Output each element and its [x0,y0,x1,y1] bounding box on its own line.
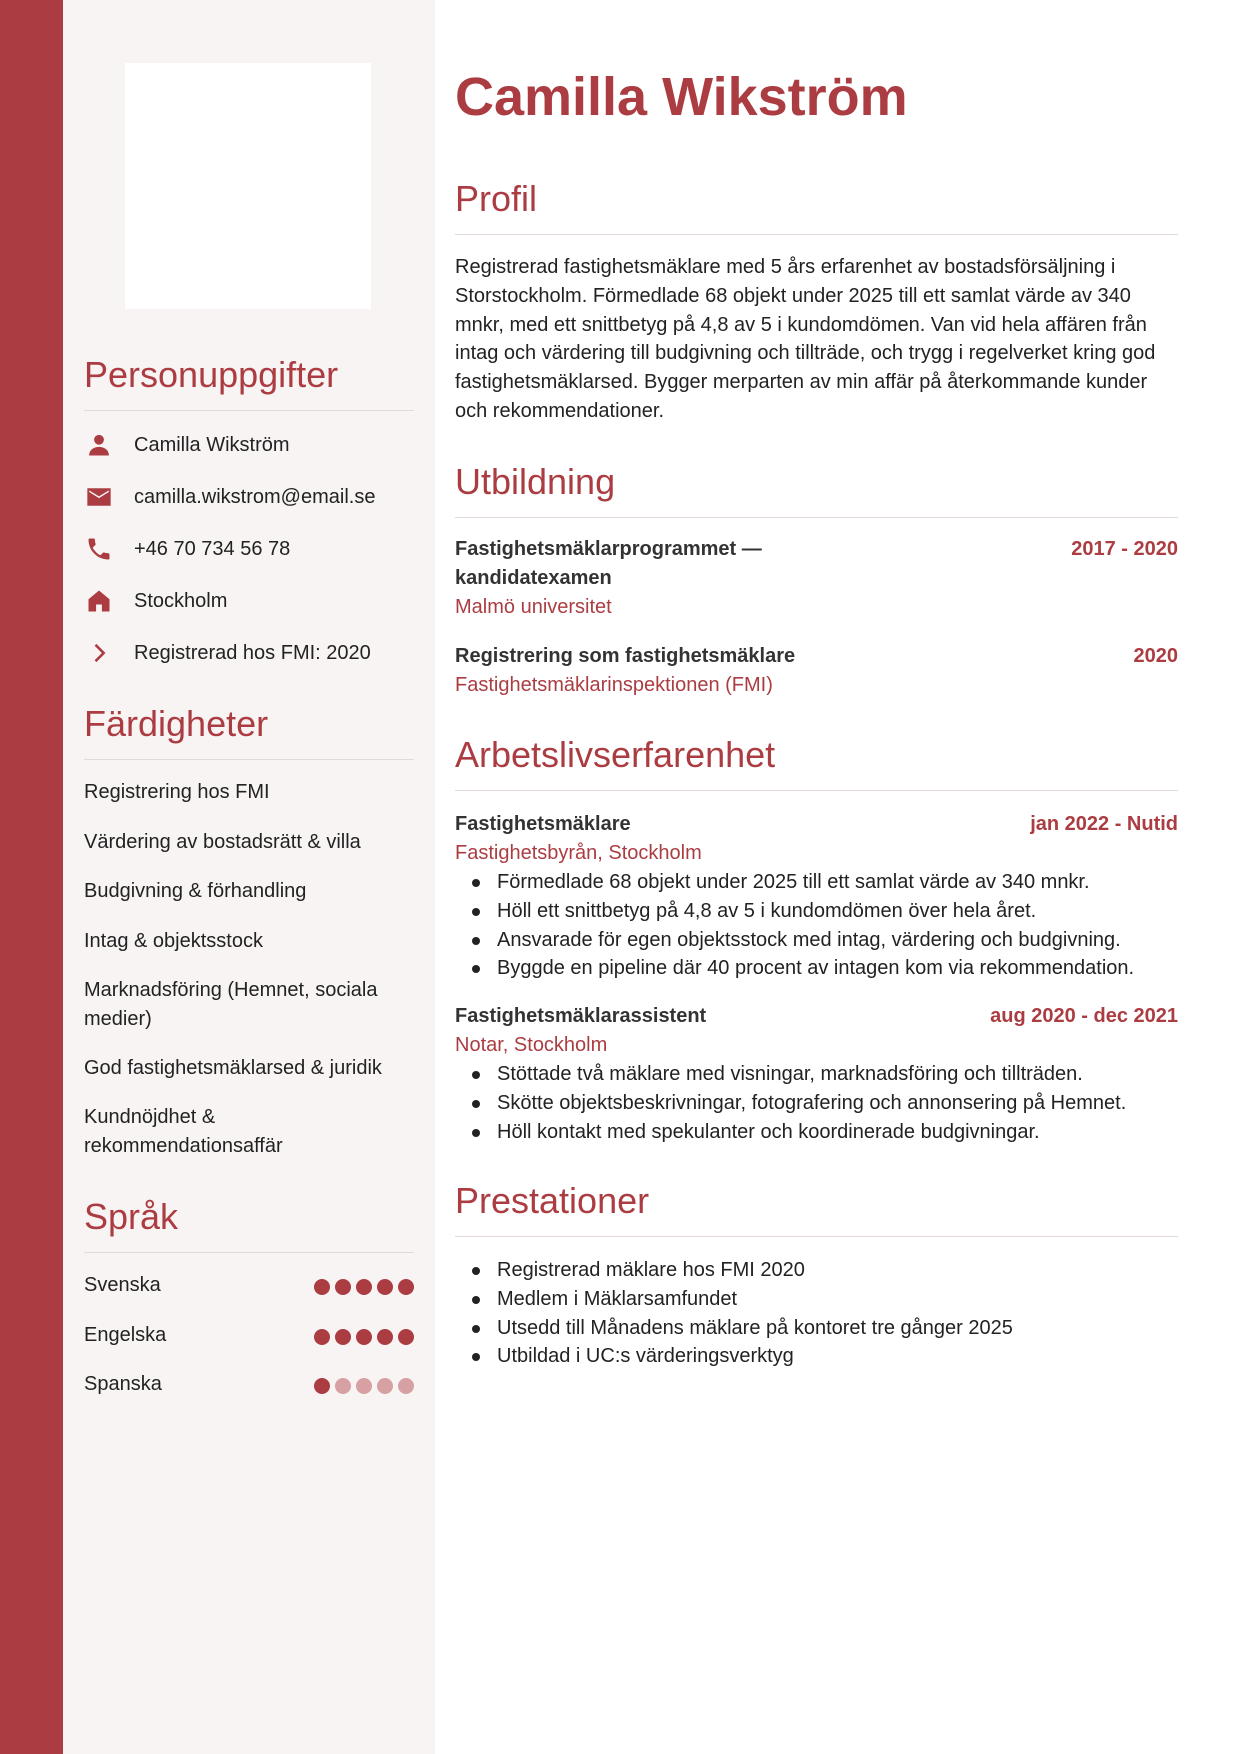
section-divider [455,1236,1178,1237]
accent-strip [0,0,63,1754]
contact-email-text[interactable]: camilla.wikstrom@email.se [134,485,376,508]
education-entry [455,535,1178,622]
level-dot-empty [398,1378,414,1394]
experience-bullets [455,868,1178,983]
person-icon [84,430,114,460]
language-name: Svenska [84,1274,161,1296]
level-dot-filled [335,1329,351,1345]
chevron-right-icon [84,638,114,668]
experience-title: Arbetslivserfarenhet [455,734,776,775]
contact-location-text: Stockholm [134,589,228,612]
level-dot-filled [356,1279,372,1295]
language-row [84,1272,414,1302]
experience-entry-title: Fastighetsmäklare [455,813,631,835]
contact-email[interactable] [84,482,414,512]
achievements-section [455,1180,1178,1237]
mail-icon [84,482,114,512]
bullet-item: Stöttade två mäklare med visningar, marknadsföring och tillträden. [455,1060,1178,1089]
skill-item: Marknadsföring (Hemnet, sociala medier) [84,979,378,1030]
education-entry-org: Malmö universitet [455,596,612,618]
level-dot-filled [314,1279,330,1295]
achievement-item: Registrerad mäklare hos FMI 2020 [455,1256,1178,1285]
language-level-dots [314,1378,414,1394]
section-divider [455,517,1178,518]
achievements-list [455,1256,1178,1371]
profile-photo-placeholder [125,63,371,309]
language-level-dots [314,1279,414,1295]
candidate-name: Camilla Wikström [455,67,908,127]
bullet-item: Ansvarade för egen objektsstock med intag, värdering och budgivning. [455,926,1178,955]
education-entry-title: Fastighetsmäklarprogrammet — kandidatexamen [455,538,762,589]
experience-bullets [455,1060,1178,1146]
experience-entry-title: Fastighetsmäklarassistent [455,1005,707,1027]
contact-phone[interactable] [84,534,414,564]
contact-registration [84,638,414,668]
experience-entry-org: Fastighetsbyrån, Stockholm [455,842,702,864]
personal-details-section [84,354,414,674]
experience-entry-org: Notar, Stockholm [455,1034,608,1056]
contact-name [84,430,414,460]
bullet-item: Höll kontakt med spekulanter och koordinerade budgivningar. [455,1118,1178,1147]
education-entry-date: 2020 [1133,645,1178,667]
language-level-dots [314,1329,414,1345]
skill-item: God fastighetsmäklarsed & juridik [84,1057,382,1079]
experience-entry [455,1002,1178,1146]
contact-location [84,586,414,616]
phone-icon [84,534,114,564]
home-icon [84,586,114,616]
level-dot-empty [377,1378,393,1394]
level-dot-filled [356,1329,372,1345]
skill-item: Intag & objektsstock [84,930,263,952]
language-row [84,1322,414,1352]
language-row [84,1371,414,1401]
profile-text: Registrerad fastighetsmäklare med 5 års erfarenhet av bostadsförsäljning i Storstockholm. Förmedlade 68 objekt under 2025 till ett samlat värde av 340 mnkr, med ett snittbetyg på 4,8 av 5 i kundomdömen. Van vid hela affären från intag och värdering till budgivning och tillträde, och trygg i regelverket kring god fastighetsmäklarsed. Bygger merparten av min affär på återkommande kunder och rekommendationer. [455,256,1156,422]
bullet-item: Förmedlade 68 objekt under 2025 till ett samlat värde av 340 mnkr. [455,868,1178,897]
skill-item: Värdering av bostadsrätt & villa [84,831,361,853]
education-entry [455,642,1178,700]
language-name: Engelska [84,1324,167,1346]
skill-item: Kundnöjdhet & rekommendationsaffär [84,1106,283,1157]
level-dot-empty [356,1378,372,1394]
contact-phone-text[interactable]: +46 70 734 56 78 [134,537,291,560]
experience-entry-date: jan 2022 - Nutid [1030,813,1178,835]
personal-details-title: Personuppgifter [84,354,339,395]
level-dot-filled [398,1329,414,1345]
profile-title: Profil [455,178,538,219]
education-entry-org: Fastighetsmäklarinspektionen (FMI) [455,674,773,696]
education-title: Utbildning [455,461,616,502]
level-dot-filled [398,1279,414,1295]
education-entry-date: 2017 - 2020 [1071,538,1178,560]
skills-section [84,703,414,1163]
education-section [455,461,1178,518]
achievement-item: Medlem i Mäklarsamfundet [455,1285,1178,1314]
language-name: Spanska [84,1373,162,1395]
section-divider [84,1252,414,1253]
achievement-item: Utbildad i UC:s värderingsverktyg [455,1342,1178,1371]
skill-item: Registrering hos FMI [84,781,270,803]
section-divider [455,790,1178,791]
sidebar [63,0,435,1754]
languages-title: Språk [84,1196,179,1237]
profile-section [455,178,1178,235]
contact-registration-text: Registrerad hos FMI: 2020 [134,641,371,664]
skills-title: Färdigheter [84,703,269,744]
bullet-item: Höll ett snittbetyg på 4,8 av 5 i kundomdömen över hela året. [455,897,1178,926]
section-divider [455,234,1178,235]
education-entry-title: Registrering som fastighetsmäklare [455,645,796,667]
level-dot-filled [377,1329,393,1345]
experience-section [455,734,1178,791]
achievements-title: Prestationer [455,1180,650,1221]
experience-entry [455,810,1178,983]
languages-section [84,1196,414,1406]
experience-entry-date: aug 2020 - dec 2021 [990,1005,1178,1027]
section-divider [84,759,414,760]
level-dot-filled [314,1378,330,1394]
achievement-item: Utsedd till Månadens mäklare på kontoret tre gånger 2025 [455,1314,1178,1343]
contact-name-text: Camilla Wikström [134,433,290,456]
bullet-item: Byggde en pipeline där 40 procent av intagen kom via rekommendation. [455,954,1178,983]
level-dot-filled [335,1279,351,1295]
bullet-item: Skötte objektsbeskrivningar, fotografering och annonsering på Hemnet. [455,1089,1178,1118]
section-divider [84,410,414,411]
level-dot-empty [335,1378,351,1394]
level-dot-filled [377,1279,393,1295]
level-dot-filled [314,1329,330,1345]
skill-item: Budgivning & förhandling [84,880,307,902]
